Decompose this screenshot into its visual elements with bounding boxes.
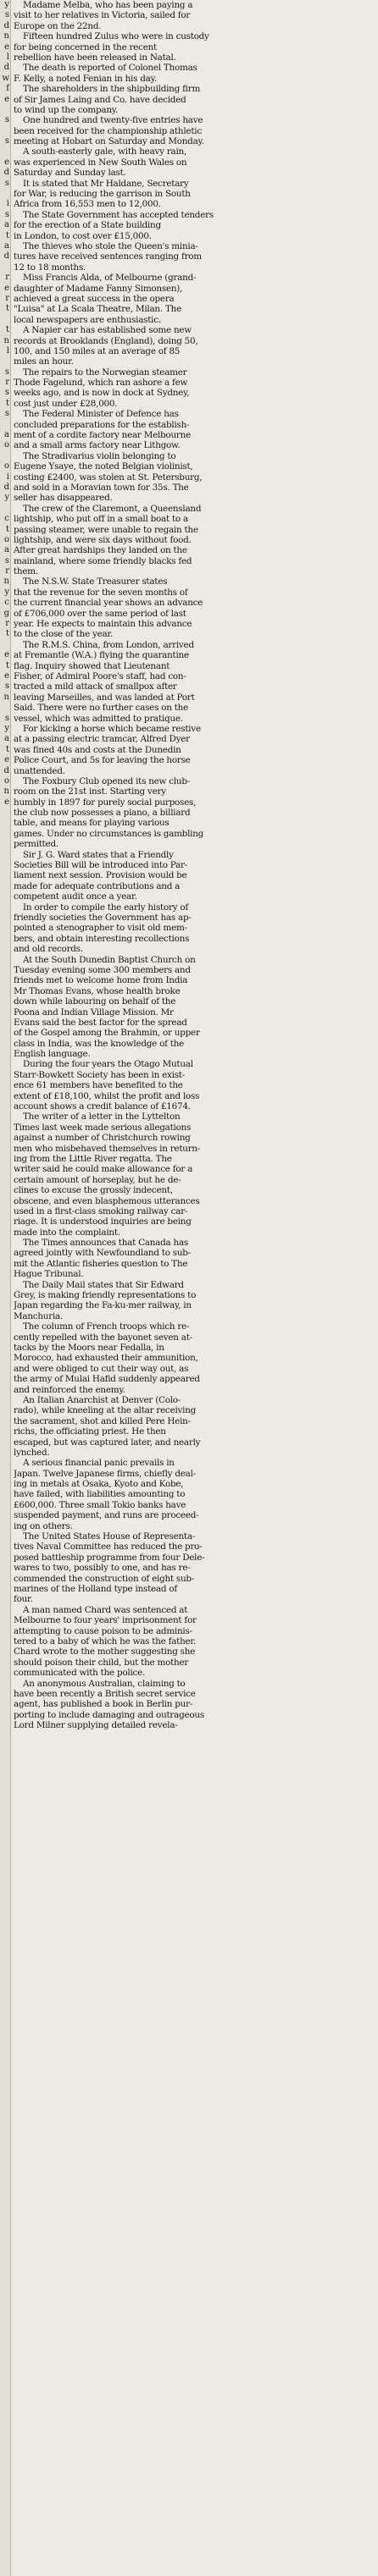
news-item: [14, 409, 373, 451]
text-line: After great hardships they landed on the: [14, 545, 187, 556]
text-line: Poona and Indian Village Mission. Mr: [14, 1007, 174, 1018]
text-line: ence 61 members have benefited to the: [14, 1080, 183, 1091]
text-line: and a small arms factory near Lithgow.: [14, 440, 181, 451]
text-line: agent, has published a book in Berlin pur-: [14, 1699, 193, 1710]
text-line: meeting at Hobart on Saturday and Monday.: [14, 136, 204, 147]
text-line: The death is reported of Colonel Thomas: [23, 63, 197, 74]
text-line: lynched.: [14, 1447, 50, 1458]
strip-letter: o: [3, 775, 9, 786]
text-line: commended the construction of eight sub-: [14, 1573, 195, 1584]
text-line: concluded preparations for the establish-: [14, 419, 190, 430]
text-line: miles an hour.: [14, 356, 74, 367]
strip-letter: n: [3, 576, 9, 587]
text-line: The Daily Mail states that Sir Edward: [23, 1279, 184, 1290]
text-line: A serious financial panic prevails in: [23, 1458, 175, 1469]
strip-letter: w: [2, 73, 9, 83]
text-line: achieved a great success in the opera: [14, 293, 175, 304]
news-item: [14, 31, 373, 63]
text-line: certain amount of horseplay, but he de-: [14, 1174, 181, 1185]
text-line: that the revenue for the seven months of: [14, 587, 188, 598]
text-line: communicated with the police.: [14, 1668, 146, 1679]
text-line: made into the complaint.: [14, 1227, 120, 1238]
text-line: flag. Inquiry showed that Lieutenant: [14, 660, 170, 671]
strip-letter: o: [3, 461, 9, 472]
strip-letter: a: [4, 240, 9, 251]
text-line: year. He expects to maintain this advance: [14, 619, 192, 630]
text-line: clines to excuse the grossly indecent,: [14, 1185, 173, 1196]
strip-letter: i: [6, 472, 9, 482]
strip-letter: d: [3, 251, 9, 262]
news-item: [14, 115, 373, 146]
news-item: [14, 1679, 373, 1731]
strip-letter: s: [4, 10, 9, 20]
text-line: Grey, is making friendly representations to: [14, 1290, 197, 1301]
strip-letter: e: [4, 157, 9, 167]
text-line: weeks ago, and is now in dock at Sydney,: [14, 388, 190, 399]
text-line: For kicking a horse which became restive: [23, 723, 201, 734]
strip-letter: r: [5, 293, 9, 303]
text-line: ing in metals at Osaka, Kyoto and Kobe,: [14, 1479, 184, 1490]
text-line: The shareholders in the shipbuilding firm: [23, 84, 201, 95]
strip-letter: o: [3, 534, 9, 544]
news-item: [14, 850, 373, 902]
strip-letter: s: [4, 178, 9, 188]
text-line: and reinforced the enemy.: [14, 1384, 125, 1395]
strip-letter: d: [3, 482, 9, 492]
text-line: cost just under £28,000.: [14, 398, 118, 409]
strip-letter: t: [5, 304, 9, 314]
news-item: [14, 1111, 373, 1238]
strip-letter: g: [3, 608, 9, 618]
strip-letter: [0, 126, 10, 136]
text-line: F. Kelly, a noted Fenian in his day.: [14, 73, 157, 84]
news-item: [14, 776, 373, 850]
strip-letter: r: [5, 619, 9, 629]
text-line: rado), while kneeling at the altar receiving: [14, 1405, 197, 1416]
text-line: 12 to 18 months.: [14, 262, 86, 273]
text-line: costing £2400, was stolen at St. Petersburg,: [14, 472, 203, 483]
strip-letter: [0, 703, 10, 713]
text-line: The Stradivarius violin belonging to: [23, 450, 176, 461]
strip-letter: n: [3, 31, 9, 41]
strip-letter: o: [3, 440, 9, 450]
text-line: The thieves who stole the Queen's minia-: [23, 240, 198, 251]
text-line: to the close of the year.: [14, 629, 114, 640]
strip-letter: n: [3, 335, 9, 345]
text-line: humbly in 1897 for purely social purposes,: [14, 797, 197, 808]
text-line: The crew of the Claremont, a Queensland: [23, 503, 202, 514]
text-line: Eugene Ysaye, the noted Belgian violinist,: [14, 461, 193, 472]
text-line: and sold in a Moravian town for 35s. The: [14, 482, 189, 493]
strip-letter: y: [4, 493, 9, 503]
text-line: should poison their child, but the mother: [14, 1657, 189, 1668]
text-line: friends met to welcome home from India: [14, 975, 188, 986]
text-line: Societies Bill will be introduced into Par-: [14, 860, 188, 871]
strip-letter: t: [5, 629, 9, 639]
strip-letter: r: [5, 378, 9, 388]
text-line: tives Naval Committee has reduced the pro-: [14, 1542, 203, 1553]
text-line: unattended.: [14, 765, 65, 776]
text-line: class in India, was the knowledge of the: [14, 1038, 185, 1049]
text-line: ment of a cordite factory near Melbourne: [14, 430, 191, 441]
text-line: posed battleship programme from four Dele-: [14, 1552, 205, 1563]
strip-letter: [0, 262, 10, 273]
news-item: [14, 640, 373, 724]
text-line: obscene, and even blasphemous utterances: [14, 1195, 200, 1206]
text-line: At the South Dunedin Baptist Church on: [23, 954, 196, 965]
strip-letter: i: [6, 199, 9, 209]
text-line: local newspapers are enthusiastic.: [14, 314, 161, 325]
text-line: for being concerned in the recent: [14, 41, 157, 52]
text-line: down while labouring on behalf of the: [14, 996, 176, 1007]
text-line: mit the Atlantic fisheries question to The: [14, 1258, 188, 1269]
text-line: Fifteen hundred Zulus who were in custody: [23, 31, 209, 42]
strip-letter: [0, 504, 10, 514]
strip-letter: s: [4, 136, 9, 146]
strip-letter: l: [6, 345, 9, 356]
strip-letter: n: [3, 786, 9, 797]
text-line: The Times announces that Canada has: [23, 1238, 188, 1249]
news-column: [14, 0, 373, 2576]
strip-letter: a: [4, 430, 9, 440]
text-line: men who misbehaved themselves in return-: [14, 1143, 201, 1154]
text-line: for War, is reducing the garrison in South: [14, 189, 191, 200]
text-line: room on the 21st inst. Starting very: [14, 786, 166, 797]
news-item: [14, 955, 373, 1060]
news-item: [14, 273, 373, 325]
text-line: In order to compile the early history of: [23, 902, 188, 913]
strip-letter: t: [5, 660, 9, 670]
news-item: [14, 1458, 373, 1531]
text-line: was fined 40s and costs at the Dunedin: [14, 744, 181, 755]
text-line: A south-easterly gale, with heavy rain,: [23, 146, 187, 157]
text-line: "Luisa" at La Scala Theatre, Milan. The: [14, 304, 181, 315]
news-item: [14, 1238, 373, 1280]
strip-letter: d: [3, 20, 9, 30]
text-line: extent of £18,100, whilst the profit and loss: [14, 1090, 200, 1101]
news-item: [14, 146, 373, 178]
text-line: Hague Tribunal.: [14, 1269, 84, 1280]
text-line: account shows a credit balance of £1674.: [14, 1101, 191, 1112]
news-item: [14, 179, 373, 210]
text-line: have failed, with liabilities amounting to: [14, 1489, 186, 1500]
text-line: An Italian Anarchist at Denver (Colo-: [23, 1394, 181, 1405]
text-line: tures have received sentences ranging from: [14, 251, 202, 262]
text-line: One hundred and twenty-five entries have: [23, 115, 203, 126]
text-line: Tuesday evening some 300 members and: [14, 964, 191, 975]
text-line: records at Brooklands (England), doing 50,: [14, 335, 198, 346]
text-line: Africa from 16,553 men to 12,000.: [14, 199, 161, 210]
strip-letter: s: [4, 209, 9, 219]
text-line: The Federal Minister of Defence has: [23, 409, 179, 420]
text-line: daughter of Madame Fanny Simonsen),: [14, 283, 183, 294]
text-line: made for adequate contributions and a: [14, 880, 181, 891]
news-item: [14, 0, 373, 31]
strip-letter: c: [4, 598, 9, 608]
strip-letter: e: [4, 41, 9, 52]
strip-letter: c: [4, 514, 9, 524]
text-line: competent audit once a year.: [14, 891, 137, 902]
text-line: richs, the officiating priest. He then: [14, 1426, 166, 1437]
text-line: 100, and 150 miles at an average of 85: [14, 345, 181, 356]
strip-letter: [0, 189, 10, 199]
text-line: During the four years the Otago Mutual: [23, 1059, 193, 1070]
text-line: Mr Thomas Evans, whose health broke: [14, 985, 181, 996]
text-line: The Foxbury Club opened its new club-: [23, 775, 191, 786]
strip-letter: a: [4, 545, 9, 555]
strip-letter: t: [5, 524, 9, 534]
text-line: permitted.: [14, 839, 58, 850]
strip-letter: [0, 105, 10, 115]
text-line: Thode Fagelund, which ran ashore a few: [14, 378, 188, 389]
text-line: Morocco, had exhausted their ammunition,: [14, 1353, 198, 1364]
strip-letter: r: [5, 273, 9, 283]
text-line: leaving Marseilles, and was landed at Port: [14, 692, 195, 703]
text-line: of £706,000 over the same period of last: [14, 608, 186, 619]
text-line: vessel, which was admitted to pratique.: [14, 713, 183, 724]
news-item: [14, 63, 373, 84]
text-line: the sacrament, shot and killed Pere Hein-: [14, 1415, 191, 1426]
text-line: to wind up the company.: [14, 104, 119, 115]
text-line: in London, to cost over £15,000.: [14, 230, 152, 241]
text-line: liament next session. Provision would be: [14, 870, 187, 881]
text-line: marines of the Holland type instead of: [14, 1583, 177, 1594]
text-line: them.: [14, 566, 38, 577]
text-line: tracted a mild attack of smallpox after: [14, 681, 177, 692]
text-line: at a passing electric tramcar, Alfred Dyer: [14, 734, 190, 745]
strip-letter: e: [4, 797, 9, 807]
text-line: Fisher, of Admiral Poore's staff, had con-: [14, 671, 186, 681]
text-line: have been recently a British secret service: [14, 1688, 196, 1699]
text-line: bers, and obtain interesting recollections: [14, 933, 190, 944]
strip-letter: d: [3, 168, 9, 178]
text-line: Times last week made serious allegations: [14, 1122, 192, 1133]
text-line: An anonymous Australian, claiming to: [23, 1678, 186, 1689]
text-line: been received for the championship athletic: [14, 125, 202, 136]
text-line: was experienced in New South Wales on: [14, 157, 187, 168]
text-line: agreed jointly with Newfoundland to sub-: [14, 1248, 191, 1259]
strip-letter: [0, 451, 10, 461]
strip-letter: s: [4, 115, 9, 125]
strip-letter: y: [4, 0, 9, 9]
strip-letter: f: [6, 84, 9, 94]
text-line: Chard wrote to the mother suggesting she: [14, 1647, 196, 1658]
strip-letter: d: [3, 765, 9, 775]
text-line: Melbourne to four years' imprisonment for: [14, 1615, 197, 1626]
strip-letter: a: [4, 734, 9, 744]
strip-letter: n: [3, 692, 9, 702]
text-line: The R.M.S. China, from London, arrived: [23, 639, 194, 650]
text-line: lightship, and were six days without food.: [14, 534, 192, 545]
news-item: [14, 84, 373, 115]
text-line: of the Gospel among the Brahmin, or upper: [14, 1028, 200, 1039]
text-line: visit to her relatives in Victoria, sailed for: [14, 10, 191, 21]
strip-letter: s: [4, 555, 9, 565]
text-line: cently repelled with the bayonet seven at-: [14, 1332, 192, 1343]
strip-letter: s: [4, 388, 9, 398]
strip-letter: t: [5, 230, 9, 240]
text-line: Police Court, and 5s for leaving the horse: [14, 755, 191, 766]
news-item: [14, 451, 373, 504]
text-line: The N.S.W. State Treasurer states: [23, 576, 168, 587]
news-item: [14, 1531, 373, 1605]
strip-letter: s: [4, 681, 9, 692]
text-line: table, and means for playing various: [14, 818, 170, 829]
text-line: pointed a stenographer to visit old mem-: [14, 923, 187, 934]
news-item: [14, 576, 373, 639]
strip-letter: y: [4, 587, 9, 597]
strip-letter: s: [4, 713, 9, 723]
text-line: tered to a baby of which he was the father.: [14, 1636, 197, 1647]
text-line: games. Under no circumstances is gambling: [14, 828, 204, 839]
text-line: the club now possesses a piano, a billiard: [14, 808, 191, 819]
text-line: The repairs to the Norwegian steamer: [23, 367, 187, 378]
text-line: Japan. Twelve Japanese firms, chiefly deal-: [14, 1468, 196, 1479]
text-line: mainland, where some friendly blacks fed: [14, 555, 192, 566]
text-line: Europe on the 22nd.: [14, 20, 102, 31]
text-line: rebellion have been released in Natal.: [14, 52, 176, 63]
news-item: [14, 1605, 373, 1679]
text-line: used in a first-class smoking railway car-: [14, 1205, 188, 1216]
text-line: It is stated that Mr Haldane, Secretary: [23, 178, 189, 189]
news-item: [14, 241, 373, 273]
text-line: lightship, who put off in a small boat to a: [14, 514, 188, 525]
strip-letter: s: [4, 409, 9, 419]
news-item: [14, 504, 373, 577]
news-item: [14, 1280, 373, 1322]
text-line: attempting to cause poison to be adminis-: [14, 1625, 192, 1636]
strip-letter: e: [4, 755, 9, 765]
text-line: writer said he could make allowance for a: [14, 1164, 193, 1175]
text-line: Saturday and Sunday last.: [14, 168, 126, 179]
strip-letter: t: [5, 744, 9, 754]
text-line: against a number of Christchurch rowing: [14, 1133, 191, 1144]
strip-letter: [0, 420, 10, 430]
text-line: The United States House of Representa-: [23, 1531, 196, 1542]
text-line: The column of French troops which re-: [23, 1321, 190, 1332]
text-line: four.: [14, 1594, 33, 1605]
text-line: the army of Mulai Hafid suddenly appeared: [14, 1374, 200, 1385]
text-line: the current financial year shows an advance: [14, 598, 203, 609]
text-line: friendly societies the Government has ap-: [14, 912, 192, 923]
text-line: escaped, but was captured later, and nearly: [14, 1437, 201, 1448]
text-line: Sir J. G. Ward states that a Friendly: [23, 849, 174, 860]
news-item: [14, 1059, 373, 1111]
text-line: Madame Melba, who has been paying a: [23, 0, 193, 10]
text-line: Lord Milner supplying detailed revela-: [14, 1720, 178, 1731]
strip-letter: a: [4, 220, 9, 230]
strip-letter: e: [4, 671, 9, 681]
text-line: A Napier car has established some new: [23, 325, 192, 336]
adjacent-column-fragment: [0, 0, 11, 2576]
text-line: English language.: [14, 1049, 91, 1060]
news-item: [14, 1395, 373, 1458]
text-line: wares to two, possibly to one, and has re-: [14, 1563, 191, 1574]
text-line: ing from the Little River regatta. The: [14, 1153, 172, 1164]
news-item: [14, 210, 373, 241]
text-line: Starr-Bowkett Society has been in exist-: [14, 1069, 185, 1080]
strip-letter: [0, 315, 10, 325]
text-line: Said. There were no further cases on the: [14, 703, 188, 714]
strip-letter: t: [5, 325, 9, 335]
text-line: The State Government has accepted tenders: [23, 209, 214, 220]
news-item: [14, 724, 373, 776]
text-line: Evans said the best factor for the spread: [14, 1017, 187, 1028]
strip-letter: [0, 640, 10, 650]
text-line: suspended payment, and runs are proceed-: [14, 1510, 199, 1521]
strip-letter: e: [4, 283, 9, 293]
text-line: at Fremantle (W.A.) flying the quarantine: [14, 650, 189, 661]
text-line: A man named Chard was sentenced at: [23, 1604, 188, 1615]
strip-letter: l: [6, 52, 9, 62]
news-item: [14, 902, 373, 955]
strip-letter: [0, 356, 10, 367]
news-item: [14, 367, 373, 410]
text-line: The writer of a letter in the Lyttelton: [23, 1111, 181, 1123]
news-item: [14, 1321, 373, 1395]
text-line: and were obliged to cut their way out, as: [14, 1363, 189, 1374]
text-line: passing steamer, were unable to regain the: [14, 524, 198, 535]
text-line: seller has disappeared.: [14, 493, 113, 504]
strip-letter: r: [5, 566, 9, 576]
strip-letter: e: [4, 650, 9, 660]
news-item: [14, 325, 373, 367]
text-line: tacks by the Moors near Fedalla, in: [14, 1343, 164, 1353]
text-line: Miss Francis Alda, of Melbourne (grand-: [23, 273, 197, 284]
strip-letter: d: [3, 63, 9, 73]
text-line: £600,000. Three small Tokio banks have: [14, 1499, 186, 1510]
text-line: and old records.: [14, 944, 83, 955]
strip-letter: s: [4, 367, 9, 377]
strip-letter: [0, 146, 10, 157]
strip-letter: y: [4, 723, 9, 733]
strip-letter: e: [4, 94, 9, 104]
text-line: for the erection of a State building: [14, 220, 161, 231]
text-line: porting to include damaging and outrageous: [14, 1709, 204, 1720]
strip-letter: t: [5, 398, 9, 408]
text-line: of Sir James Laing and Co. have decided: [14, 94, 186, 105]
text-line: riage. It is understood inquiries are being: [14, 1216, 192, 1227]
text-line: Manchuria.: [14, 1310, 64, 1321]
text-line: Japan regarding the Fa-ku-mer railway, in: [14, 1300, 192, 1311]
text-line: ing on others.: [14, 1520, 73, 1531]
